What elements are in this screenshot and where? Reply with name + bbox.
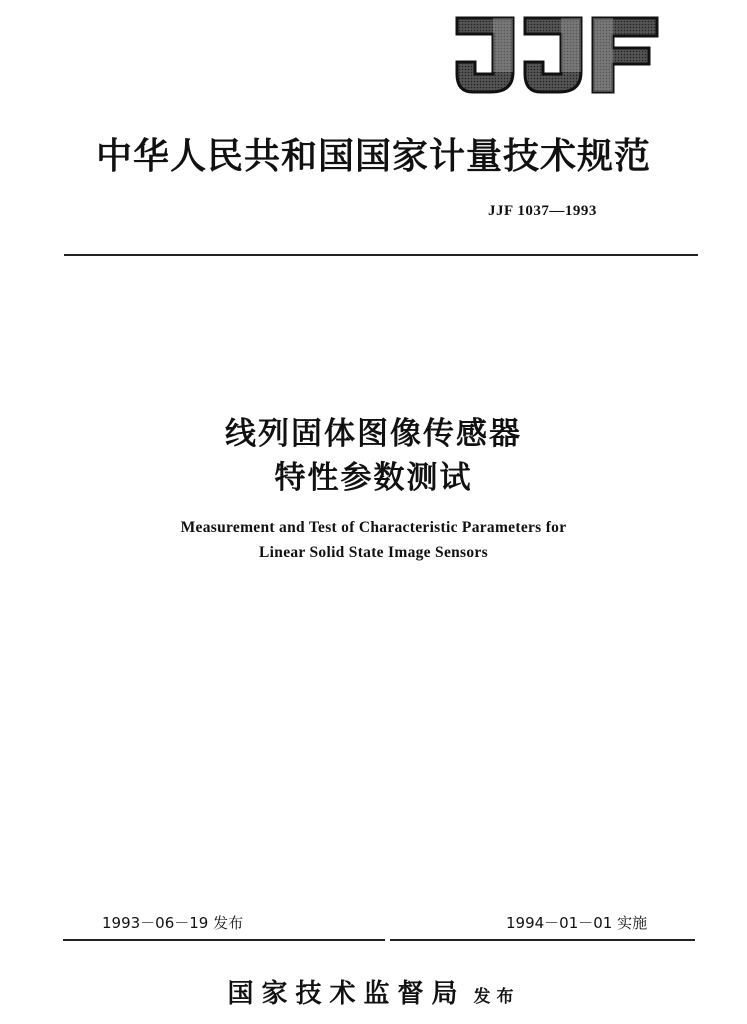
publisher-verb: 发布 [473,987,520,1007]
document-code: JJF 1037—1993 [488,203,597,219]
logo-text: JJF [557,94,559,95]
jjf-logo [455,14,660,96]
issue-date: 1993－06－19 发布 [102,914,244,932]
effective-date: 1994－01－01 实施 [506,914,648,932]
chinese-title-line-1: 线列固体图像传感器 [225,416,522,452]
publisher-org: 国家技术监督局 [227,979,466,1009]
chinese-title-line-2: 特性参数测试 [274,460,473,496]
main-title: 中华人民共和国国家计量技术规范 [95,135,651,177]
publisher-line [0,973,747,1010]
english-title-line-2: Linear Solid State Image Sensors [259,544,488,561]
english-title-line-1: Measurement and Test of Characteristic Parameters for [180,519,567,536]
footer-divider-left [63,939,385,941]
footer-divider-right [390,939,695,941]
header-divider [64,254,698,256]
